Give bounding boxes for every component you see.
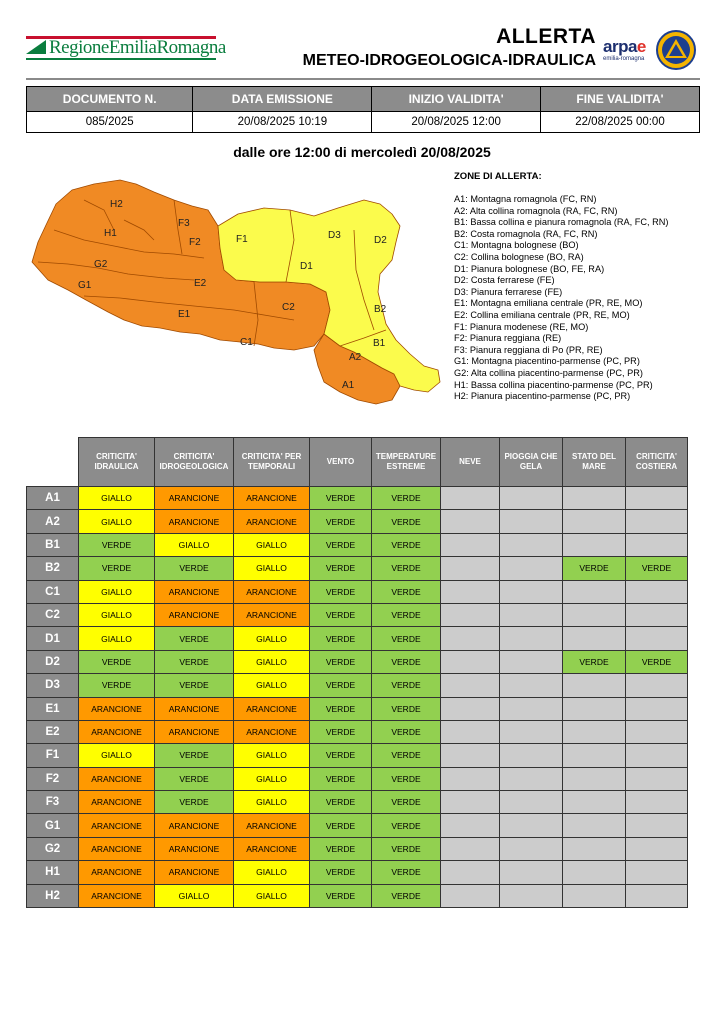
- alert-level-cell: GIALLO: [234, 627, 310, 650]
- alert-level-cell: VERDE: [310, 720, 372, 743]
- alert-level-cell: [626, 744, 688, 767]
- alert-level-cell: VERDE: [310, 791, 372, 814]
- alert-level-cell: VERDE: [155, 674, 234, 697]
- zone-code-cell: C1: [27, 580, 79, 603]
- map-label-c2: C2: [282, 302, 295, 313]
- alert-level-cell: [500, 674, 563, 697]
- zones-legend-title: ZONE DI ALLERTA:: [454, 171, 542, 182]
- alert-level-cell: [563, 837, 626, 860]
- alert-level-cell: GIALLO: [234, 744, 310, 767]
- arpae-logo: arpae emilia-romagna: [603, 37, 646, 62]
- alert-level-cell: VERDE: [310, 487, 372, 510]
- zone-legend-item: E2: Collina emiliana centrale (PR, RE, MO): [454, 309, 630, 320]
- alert-level-cell: [500, 837, 563, 860]
- alert-level-cell: [626, 791, 688, 814]
- alert-level-cell: GIALLO: [79, 603, 155, 626]
- alert-level-cell: ARANCIONE: [155, 697, 234, 720]
- zone-legend-item: B1: Bassa collina e pianura romagnola (RA, FC, RN): [454, 217, 669, 228]
- alert-level-cell: [500, 884, 563, 907]
- alert-level-cell: ARANCIONE: [79, 720, 155, 743]
- zone-code-cell: A1: [27, 487, 79, 510]
- map-label-f2: F2: [189, 237, 201, 248]
- alert-level-cell: ARANCIONE: [155, 580, 234, 603]
- alert-level-cell: ARANCIONE: [234, 697, 310, 720]
- map-label-h2: H2: [110, 199, 123, 210]
- table-row: [27, 533, 688, 556]
- alert-level-cell: [500, 650, 563, 673]
- zone-code-cell: E1: [27, 697, 79, 720]
- map-label-e1: E1: [178, 309, 191, 320]
- alert-level-cell: ARANCIONE: [234, 837, 310, 860]
- alert-level-cell: [563, 580, 626, 603]
- alert-level-cell: ARANCIONE: [155, 510, 234, 533]
- alert-levels-table: [26, 437, 688, 908]
- alert-level-cell: [563, 791, 626, 814]
- alert-level-cell: GIALLO: [79, 510, 155, 533]
- table-row: [27, 487, 688, 510]
- alert-level-cell: [563, 814, 626, 837]
- alert-level-cell: VERDE: [372, 510, 441, 533]
- alert-level-cell: VERDE: [310, 697, 372, 720]
- zone-legend-item: D3: Pianura ferrarese (FE): [454, 286, 563, 297]
- alert-level-cell: [500, 697, 563, 720]
- zone-code-cell: G2: [27, 837, 79, 860]
- alert-level-cell: [500, 510, 563, 533]
- table-row: [27, 744, 688, 767]
- column-header: CRITICITA' IDROGEOLOGICA: [155, 438, 234, 487]
- alert-level-cell: VERDE: [310, 814, 372, 837]
- validity-start: 20/08/2025 12:00: [372, 112, 541, 133]
- alert-level-cell: VERDE: [563, 557, 626, 580]
- alert-level-cell: VERDE: [372, 487, 441, 510]
- alert-level-cell: GIALLO: [234, 791, 310, 814]
- alert-level-cell: [500, 557, 563, 580]
- alert-level-cell: [441, 557, 500, 580]
- column-header: VENTO: [310, 438, 372, 487]
- zone-code-cell: D2: [27, 650, 79, 673]
- map-label-a2: A2: [349, 352, 362, 363]
- alert-level-cell: [441, 580, 500, 603]
- alert-level-cell: VERDE: [310, 650, 372, 673]
- alert-level-cell: VERDE: [372, 744, 441, 767]
- zone-legend-item: A1: Montagna romagnola (FC, RN): [454, 194, 597, 204]
- table-row: [27, 510, 688, 533]
- zone-legend-item: D2: Costa ferrarese (FE): [454, 275, 555, 286]
- zone-code-cell: B1: [27, 533, 79, 556]
- table-row: [27, 557, 688, 580]
- map-label-b2: B2: [374, 304, 387, 315]
- alert-level-cell: GIALLO: [155, 884, 234, 907]
- alert-level-cell: VERDE: [372, 557, 441, 580]
- document-number: 085/2025: [27, 112, 193, 133]
- alert-level-cell: VERDE: [310, 837, 372, 860]
- alert-level-cell: [626, 697, 688, 720]
- zone-legend-item: H1: Bassa collina piacentino-parmense (PC, PR): [454, 379, 653, 390]
- alert-level-cell: [626, 814, 688, 837]
- alert-level-cell: ARANCIONE: [234, 580, 310, 603]
- alert-level-cell: VERDE: [155, 650, 234, 673]
- alert-level-cell: VERDE: [372, 697, 441, 720]
- zone-legend-item: A2: Alta collina romagnola (RA, FC, RN): [454, 205, 618, 216]
- alert-level-cell: [626, 627, 688, 650]
- alert-level-cell: ARANCIONE: [79, 767, 155, 790]
- alert-level-cell: [500, 627, 563, 650]
- page-header: [0, 0, 724, 80]
- map-label-d1: D1: [300, 261, 313, 272]
- alert-level-cell: VERDE: [372, 720, 441, 743]
- alert-level-cell: [441, 697, 500, 720]
- column-header: NEVE: [441, 438, 500, 487]
- table-row: [27, 861, 688, 884]
- map-label-d2: D2: [374, 235, 387, 246]
- alert-level-cell: VERDE: [372, 814, 441, 837]
- alert-level-cell: [441, 510, 500, 533]
- alert-level-cell: [563, 767, 626, 790]
- alert-level-cell: ARANCIONE: [155, 861, 234, 884]
- zone-code-cell: C2: [27, 603, 79, 626]
- alert-level-cell: VERDE: [310, 674, 372, 697]
- alert-level-cell: [626, 720, 688, 743]
- map-label-h1: H1: [104, 228, 117, 239]
- alert-level-cell: [441, 814, 500, 837]
- header-data-emissione: DATA EMISSIONE: [193, 87, 372, 112]
- alert-level-cell: VERDE: [372, 767, 441, 790]
- zone-legend-item: C1: Montagna bolognese (BO): [454, 240, 579, 251]
- alert-level-cell: [441, 674, 500, 697]
- table-row: [27, 791, 688, 814]
- zone-legend-item: F1: Pianura modenese (RE, MO): [454, 321, 589, 332]
- alert-level-cell: VERDE: [79, 557, 155, 580]
- alert-level-cell: VERDE: [563, 650, 626, 673]
- alert-level-cell: VERDE: [372, 861, 441, 884]
- alert-level-cell: VERDE: [310, 603, 372, 626]
- alert-level-cell: VERDE: [310, 861, 372, 884]
- column-header: CRITICITA' PER TEMPORALI: [234, 438, 310, 487]
- validity-heading: dalle ore 12:00 di mercoledì 20/08/2025: [233, 144, 491, 160]
- alert-level-cell: VERDE: [79, 674, 155, 697]
- alert-level-cell: VERDE: [372, 837, 441, 860]
- alert-level-cell: VERDE: [372, 650, 441, 673]
- table-row: [27, 674, 688, 697]
- alert-level-cell: GIALLO: [234, 674, 310, 697]
- alert-level-cell: ARANCIONE: [155, 837, 234, 860]
- zone-legend-item: F2: Pianura reggiana (RE): [454, 333, 562, 344]
- alert-level-cell: [500, 533, 563, 556]
- alert-level-cell: [563, 697, 626, 720]
- map-label-f3: F3: [178, 218, 190, 229]
- header-documento: DOCUMENTO N.: [27, 87, 193, 112]
- alert-level-cell: VERDE: [310, 580, 372, 603]
- alert-level-cell: GIALLO: [234, 884, 310, 907]
- column-header: STATO DEL MARE: [563, 438, 626, 487]
- alert-level-cell: [626, 580, 688, 603]
- zone-legend-item: H2: Pianura piacentino-parmense (PC, PR): [454, 391, 631, 402]
- alert-level-cell: VERDE: [372, 603, 441, 626]
- alert-level-cell: [626, 861, 688, 884]
- alert-level-cell: VERDE: [155, 767, 234, 790]
- alert-level-cell: [626, 674, 688, 697]
- alert-level-cell: [500, 603, 563, 626]
- table-row: [27, 837, 688, 860]
- corner-cell: [27, 438, 79, 487]
- alert-level-cell: [441, 791, 500, 814]
- alert-level-cell: ARANCIONE: [155, 814, 234, 837]
- zone-legend-item: G1: Montagna piacentino-parmense (PC, PR): [454, 356, 640, 367]
- region-logo-text: RegioneEmiliaRomagna: [49, 37, 226, 58]
- map-label-g2: G2: [94, 259, 108, 270]
- alert-level-cell: GIALLO: [234, 767, 310, 790]
- map-label-d3: D3: [328, 230, 341, 241]
- protezione-civile-logo-icon: [656, 30, 696, 70]
- alert-level-cell: VERDE: [155, 791, 234, 814]
- alert-level-cell: [500, 767, 563, 790]
- alert-level-cell: VERDE: [310, 767, 372, 790]
- page-subtitle: METEO-IDROGEOLOGICA-IDRAULICA: [302, 52, 596, 69]
- validity-end: 22/08/2025 00:00: [540, 112, 699, 133]
- alert-level-cell: VERDE: [372, 884, 441, 907]
- alert-level-cell: GIALLO: [79, 627, 155, 650]
- emission-date: 20/08/2025 10:19: [193, 112, 372, 133]
- alert-level-cell: [626, 533, 688, 556]
- alert-level-cell: [441, 627, 500, 650]
- alert-level-cell: ARANCIONE: [79, 814, 155, 837]
- alert-level-cell: [626, 767, 688, 790]
- alert-level-cell: GIALLO: [234, 557, 310, 580]
- table-row: [27, 720, 688, 743]
- header-inizio-validita: INIZIO VALIDITA': [372, 87, 541, 112]
- map-label-a1: A1: [342, 380, 355, 391]
- alert-level-cell: VERDE: [626, 557, 688, 580]
- zone-legend-item: D1: Pianura bolognese (BO, FE, RA): [454, 263, 605, 274]
- table-row: [27, 814, 688, 837]
- alert-level-cell: [441, 487, 500, 510]
- alert-level-cell: ARANCIONE: [234, 487, 310, 510]
- zone-legend-item: F3: Pianura reggiana di Po (PR, RE): [454, 344, 603, 355]
- alert-level-cell: VERDE: [310, 744, 372, 767]
- zone-legend-item: C2: Collina bolognese (BO, RA): [454, 251, 584, 262]
- zone-code-cell: E2: [27, 720, 79, 743]
- alert-level-cell: VERDE: [310, 627, 372, 650]
- map-label-g1: G1: [78, 280, 92, 291]
- region-flag-icon: [26, 40, 46, 54]
- alert-level-cell: VERDE: [155, 627, 234, 650]
- alert-level-cell: [563, 510, 626, 533]
- alert-level-cell: VERDE: [372, 627, 441, 650]
- alert-level-cell: [563, 627, 626, 650]
- alert-level-cell: [563, 720, 626, 743]
- alert-level-cell: [500, 487, 563, 510]
- alert-level-cell: ARANCIONE: [79, 837, 155, 860]
- alert-level-cell: [441, 767, 500, 790]
- map-label-b1: B1: [373, 338, 386, 349]
- zone-code-cell: H1: [27, 861, 79, 884]
- alert-level-cell: [563, 533, 626, 556]
- zone-code-cell: H2: [27, 884, 79, 907]
- alert-level-cell: VERDE: [372, 580, 441, 603]
- alert-level-cell: [441, 744, 500, 767]
- alert-level-cell: [441, 603, 500, 626]
- alert-level-cell: [563, 674, 626, 697]
- alert-level-cell: [563, 861, 626, 884]
- alert-level-cell: ARANCIONE: [155, 487, 234, 510]
- alert-level-cell: [500, 580, 563, 603]
- page-title: ALLERTA: [496, 25, 596, 48]
- zone-code-cell: B2: [27, 557, 79, 580]
- alert-level-cell: [626, 837, 688, 860]
- alert-level-cell: GIALLO: [79, 744, 155, 767]
- alert-level-cell: VERDE: [155, 557, 234, 580]
- zone-legend-item: B2: Costa romagnola (RA, FC, RN): [454, 228, 598, 239]
- alert-level-cell: [441, 861, 500, 884]
- alert-level-cell: ARANCIONE: [79, 791, 155, 814]
- alert-level-cell: GIALLO: [234, 533, 310, 556]
- alert-level-cell: [500, 861, 563, 884]
- map-label-c1: C1: [240, 337, 253, 348]
- zone-code-cell: F1: [27, 744, 79, 767]
- alert-level-cell: ARANCIONE: [79, 861, 155, 884]
- document-info-table: [26, 86, 700, 133]
- alert-level-cell: [626, 487, 688, 510]
- table-row: [27, 627, 688, 650]
- alert-level-cell: [563, 603, 626, 626]
- alert-level-cell: ARANCIONE: [234, 510, 310, 533]
- table-row: [27, 697, 688, 720]
- zone-legend-item: E1: Montagna emiliana centrale (PR, RE, MO): [454, 298, 643, 309]
- zone-code-cell: F3: [27, 791, 79, 814]
- zone-code-cell: D1: [27, 627, 79, 650]
- column-header: CRITICITA' IDRAULICA: [79, 438, 155, 487]
- alert-level-cell: [500, 814, 563, 837]
- alert-level-cell: VERDE: [372, 533, 441, 556]
- map-label-e2: E2: [194, 278, 207, 289]
- alert-level-cell: VERDE: [79, 650, 155, 673]
- alert-level-cell: ARANCIONE: [234, 720, 310, 743]
- alert-level-cell: VERDE: [310, 884, 372, 907]
- table-row: [27, 767, 688, 790]
- alert-level-cell: [441, 533, 500, 556]
- alert-level-cell: VERDE: [79, 533, 155, 556]
- alert-level-cell: ARANCIONE: [79, 697, 155, 720]
- alert-level-cell: ARANCIONE: [155, 720, 234, 743]
- table-row: [27, 603, 688, 626]
- table-row: [27, 580, 688, 603]
- alert-level-cell: [563, 744, 626, 767]
- alert-level-cell: ARANCIONE: [234, 603, 310, 626]
- header-fine-validita: FINE VALIDITA': [540, 87, 699, 112]
- zone-code-cell: A2: [27, 510, 79, 533]
- alert-level-cell: [441, 884, 500, 907]
- alert-level-cell: VERDE: [372, 791, 441, 814]
- alert-level-cell: [441, 720, 500, 743]
- zone-code-cell: G1: [27, 814, 79, 837]
- alert-level-cell: GIALLO: [155, 533, 234, 556]
- alert-level-cell: ARANCIONE: [155, 603, 234, 626]
- map-label-f1: F1: [236, 234, 248, 245]
- zone-code-cell: D3: [27, 674, 79, 697]
- zone-code-cell: F2: [27, 767, 79, 790]
- alert-level-cell: [441, 650, 500, 673]
- alert-level-cell: [500, 720, 563, 743]
- alert-level-cell: GIALLO: [234, 861, 310, 884]
- column-header: TEMPERATURE ESTREME: [372, 438, 441, 487]
- alert-level-cell: [500, 791, 563, 814]
- alert-level-cell: VERDE: [310, 533, 372, 556]
- alert-level-cell: ARANCIONE: [79, 884, 155, 907]
- regione-emilia-romagna-logo: [26, 36, 226, 62]
- alert-level-cell: VERDE: [310, 510, 372, 533]
- alert-level-cell: [626, 884, 688, 907]
- table-row: [27, 650, 688, 673]
- alert-level-cell: VERDE: [626, 650, 688, 673]
- alert-level-cell: [626, 603, 688, 626]
- alert-zones-map: [24, 170, 444, 410]
- table-row: [27, 884, 688, 907]
- alert-level-cell: [563, 884, 626, 907]
- alert-level-cell: GIALLO: [79, 487, 155, 510]
- alert-level-cell: [500, 744, 563, 767]
- alert-level-cell: [441, 837, 500, 860]
- zones-legend-list: [454, 194, 668, 403]
- alert-level-cell: ARANCIONE: [234, 814, 310, 837]
- alert-level-cell: VERDE: [372, 674, 441, 697]
- alert-level-cell: GIALLO: [234, 650, 310, 673]
- zone-legend-item: G2: Alta collina piacentino-parmense (PC, PR): [454, 367, 643, 378]
- alert-level-cell: VERDE: [155, 744, 234, 767]
- alert-level-cell: [626, 510, 688, 533]
- alert-level-cell: [563, 487, 626, 510]
- alert-level-cell: VERDE: [310, 557, 372, 580]
- alert-level-cell: GIALLO: [79, 580, 155, 603]
- column-header: CRITICITA' COSTIERA: [626, 438, 688, 487]
- column-header: PIOGGIA CHE GELA: [500, 438, 563, 487]
